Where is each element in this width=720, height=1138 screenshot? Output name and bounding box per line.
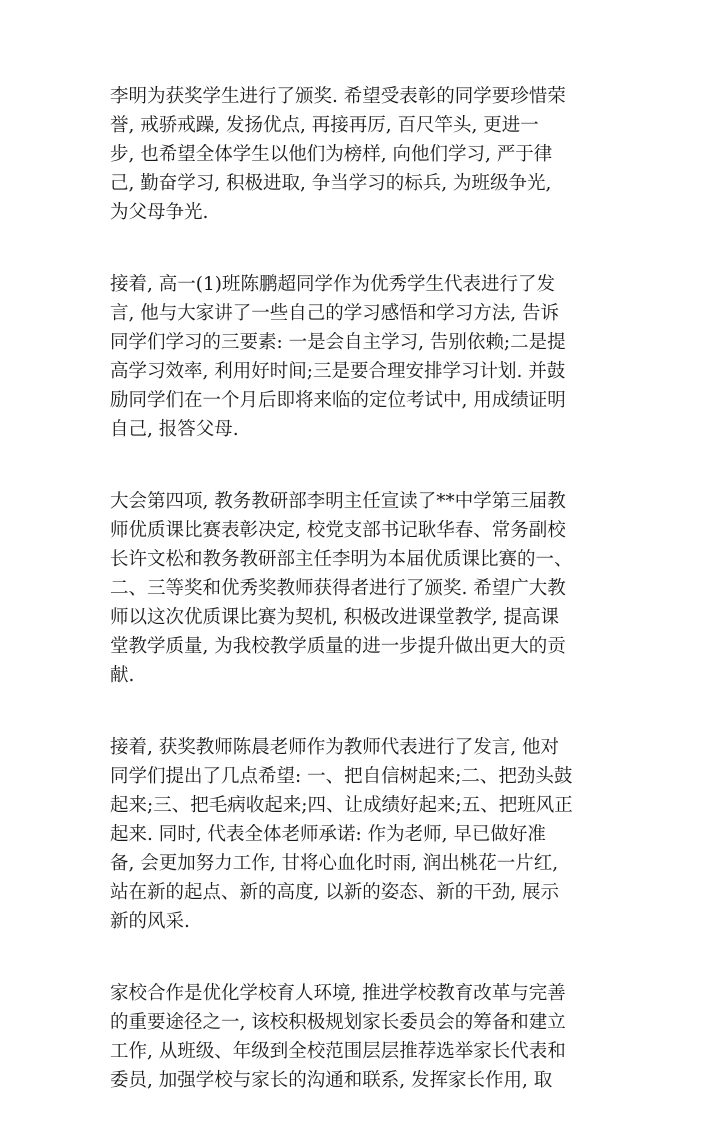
paragraph-home-school [110,979,620,1095]
text-line: 接着, 获奖教师陈晨老师作为教师代表进行了发言, 他对 [110,737,560,758]
paragraph-award-students [110,82,620,227]
text-line: 为父母争光. [110,202,209,223]
text-line: 站在新的起点、新的高度, 以新的姿态、新的干劲, 展示 [110,882,560,903]
text-line: 献. [110,665,135,686]
text-line: 同学们学习的三要素: 一是会自主学习, 告别依赖;二是提 [110,332,566,353]
text-line: 同学们提出了几点希望: 一、把自信树起来;二、把劲头鼓 [110,766,573,787]
text-line: 新的风采. [110,911,190,932]
text-line: 高学习效率, 利用好时间;三是要合理安排学习计划. 并鼓 [110,361,566,382]
text-line: 堂教学质量, 为我校教学质量的进一步提升做出更大的贡 [110,636,566,657]
text-line: 的重要途径之一, 该校积极规划家长委员会的筹备和建立 [110,1012,566,1033]
text-line: 誉, 戒骄戒躁, 发扬优点, 再接再厉, 百尺竿头, 更进一 [110,115,539,136]
paragraph-student-speech [110,270,620,444]
text-line: 起来. 同时, 代表全体老师承诺: 作为老师, 早已做好准 [110,824,546,845]
text-line: 步, 也希望全体学生以他们为榜样, 向他们学习, 严于律 [110,144,553,165]
text-line: 励同学们在一个月后即将来临的定位考试中, 用成绩证明 [110,390,566,411]
text-line: 备, 会更加努力工作, 甘将心血化时雨, 润出桃花一片红, [110,853,559,874]
text-line: 言, 他与大家讲了一些自己的学习感悟和学习方法, 告诉 [110,303,560,324]
text-line: 己, 勤奋学习, 积极进取, 争当学习的标兵, 为班级争光, [110,173,552,194]
text-line: 自己, 报答父母. [110,419,239,440]
text-line: 二、三等奖和优秀奖教师获得者进行了颁奖. 希望广大教 [110,578,566,599]
text-line: 委员, 加强学校与家长的沟通和联系, 发挥家长作用, 取 [110,1070,553,1091]
document-page [110,82,620,1138]
text-line: 师优质课比赛表彰决定, 校党支部书记耿华春、常务副校 [110,520,566,541]
text-line: 接着, 高一(1)班陈鹏超同学作为优秀学生代表进行了发 [110,274,555,295]
text-line: 大会第四项, 教务教研部李明主任宣读了**中学第三届教 [110,491,566,512]
text-line: 李明为获奖学生进行了颁奖. 希望受表彰的同学要珍惜荣 [110,86,566,107]
text-line: 起来;三、把毛病收起来;四、让成绩好起来;五、把班风正 [110,795,573,816]
text-line: 家校合作是优化学校育人环境, 推进学校教育改革与完善 [110,983,566,1004]
paragraph-teacher-awards [110,487,620,690]
text-line: 工作, 从班级、年级到全校范围层层推荐选举家长代表和 [110,1041,566,1062]
text-line: 长许文松和教务教研部主任李明为本届优质课比赛的一、 [110,549,573,570]
text-line: 师以这次优质课比赛为契机, 积极改进课堂教学, 提高课 [110,607,560,628]
paragraph-teacher-speech [110,733,620,936]
